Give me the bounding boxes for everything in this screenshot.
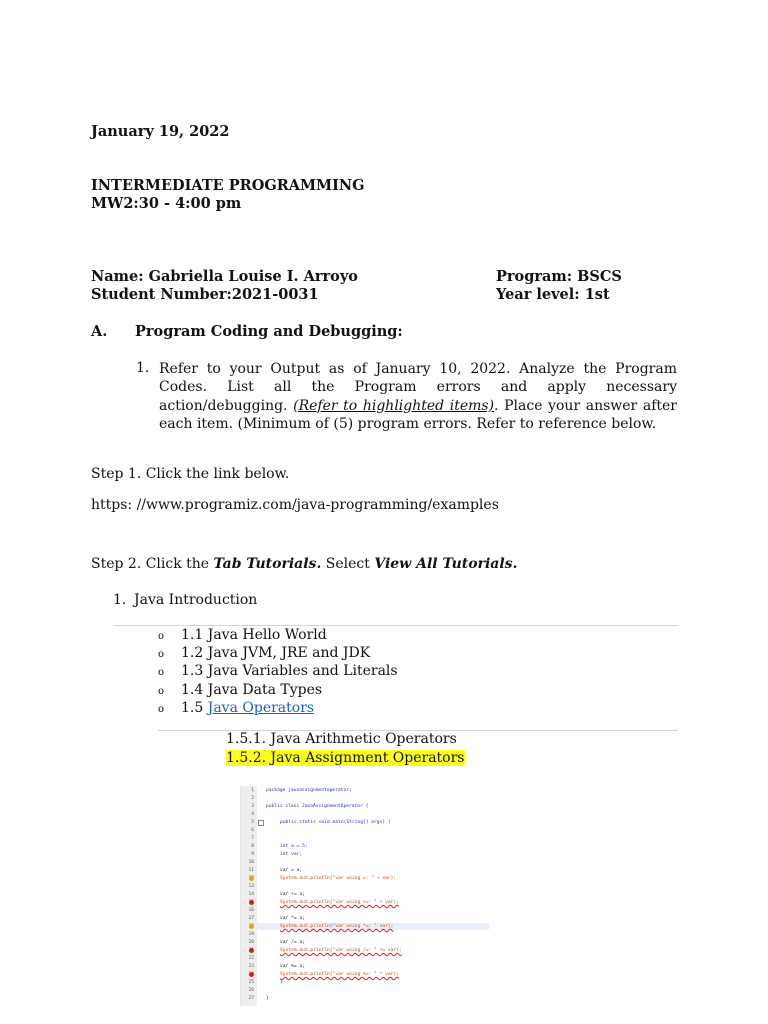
course-schedule: MW2:30 - 4:00 pm [91, 195, 242, 212]
year-level-label: Year level: [496, 286, 580, 303]
tutorial-item-3: 1.3 Java Variables and Literals [181, 663, 398, 679]
line-number: 20 [248, 940, 254, 945]
tutorial-item-5 [181, 700, 314, 716]
program-value: BSCS [577, 268, 622, 285]
program-line [496, 268, 622, 285]
bullet-icon: o [158, 686, 165, 697]
bullet-icon: o [158, 631, 165, 642]
warning-icon [249, 876, 254, 881]
code-line: } [266, 996, 269, 1001]
line-number: 9 [251, 852, 254, 857]
code-line: var += a; [280, 892, 305, 897]
line-number: 19 [248, 932, 254, 937]
instruction-number: 1. [136, 360, 150, 376]
code-line: } [280, 980, 283, 985]
line-number: 2 [251, 796, 254, 801]
section-letter: A. [91, 323, 108, 340]
line-number: 8 [251, 844, 254, 849]
student-name: Gabriella Louise I. Arroyo [148, 268, 358, 285]
error-icon [249, 900, 254, 905]
code-line: var = a; [280, 868, 303, 873]
line-number: 14 [248, 892, 254, 897]
student-number-label: Student Number: [91, 286, 232, 303]
line-number: 11 [248, 868, 254, 873]
code-line: public static void main(String[] args) { [280, 820, 391, 825]
instruction-emphasis: (Refer to highlighted items) [293, 397, 495, 414]
course-title: INTERMEDIATE PROGRAMMING [91, 177, 365, 194]
step1-url[interactable]: https: //www.programiz.com/java-programming/examples [91, 497, 499, 513]
tutorial-item-4: 1.4 Java Data Types [181, 682, 323, 698]
tutorial-heading: Java Introduction [134, 592, 258, 608]
bullet-icon: o [158, 704, 165, 715]
line-number: 17 [248, 916, 254, 921]
line-number: 16 [248, 908, 254, 913]
line-number: 13 [248, 884, 254, 889]
line-number: 27 [248, 996, 254, 1001]
instruction-text-after: . Place your answer after each item. (Minimum of (5) program errors. Refer to reference below. [159, 397, 677, 432]
name-label: Name: [91, 268, 144, 285]
code-screenshot [240, 786, 489, 1006]
line-number: 3 [251, 804, 254, 809]
operators-prefix: 1.5 [181, 700, 208, 716]
code-line: var /= a; [280, 940, 305, 945]
bullet-icon: o [158, 649, 165, 660]
warning-icon [249, 924, 254, 929]
student-number: 2021-0031 [231, 286, 319, 303]
line-number: 10 [248, 860, 254, 865]
program-label: Program: [496, 268, 573, 285]
step1-text: Step 1. Click the link below. [91, 466, 290, 482]
code-line: int a = 5; [280, 844, 308, 849]
line-number: 22 [248, 956, 254, 961]
document-date: January 19, 2022 [91, 123, 230, 140]
line-number: 6 [251, 828, 254, 833]
error-icon [249, 948, 254, 953]
code-line-error: System.out.println("var using +=: " + var); [280, 900, 399, 905]
code-line-error: System.out.println("var using *=: " var); [280, 924, 394, 929]
error-icon [249, 972, 254, 977]
instruction-text-before: Refer to your Output as of January 10, 2022. Analyze the Program Codes. List all the Program errors and apply necessary action/debugging. [159, 361, 677, 414]
line-number: 25 [248, 980, 254, 985]
line-number: 26 [248, 988, 254, 993]
divider [114, 625, 678, 626]
line-number: 1 [251, 788, 254, 793]
tutorial-item-2: 1.2 Java JVM, JRE and JDK [181, 645, 371, 661]
name-line [91, 268, 358, 285]
step2-middle: Select [321, 556, 375, 572]
step2-text [91, 556, 517, 572]
step2-prefix: Step 2. Click the [91, 556, 214, 572]
tutorial-item-1: 1.1 Java Hello World [181, 627, 327, 643]
code-line: System.out.println("var using =: " + var); [280, 876, 397, 881]
code-line: var *= a; [280, 916, 305, 921]
line-number: 7 [251, 836, 254, 841]
code-line: var %= a; [280, 964, 305, 969]
step2-tab-tutorials: Tab Tutorials. [213, 556, 322, 572]
fold-icon: - [258, 820, 264, 826]
java-operators-link[interactable]: Java Operators [207, 700, 315, 716]
sub-item-arithmetic: 1.5.1. Java Arithmetic Operators [226, 731, 457, 747]
code-line-error: System.out.println("var using /=: " += var); [280, 948, 402, 953]
bullet-icon: o [158, 667, 165, 678]
year-level-line [496, 286, 610, 303]
code-line: int var; [280, 852, 303, 857]
code-line: public class JavaAssignmentOperator { [266, 804, 369, 809]
year-level-value: 1st [584, 286, 610, 303]
tutorial-heading-number: 1. [113, 592, 127, 608]
line-number: 23 [248, 964, 254, 969]
code-line: package javaassignmentoperator; [266, 788, 352, 793]
step2-view-all: View All Tutorials. [374, 556, 518, 572]
line-number: 4 [251, 812, 254, 817]
line-number: 5 [251, 820, 254, 825]
student-number-line [91, 286, 319, 303]
instruction-paragraph [159, 360, 677, 433]
code-line-error: System.out.println("var using %=: " * var); [280, 972, 399, 977]
section-title: Program Coding and Debugging: [135, 323, 403, 340]
sub-item-assignment-highlighted: 1.5.2. Java Assignment Operators [226, 750, 465, 766]
